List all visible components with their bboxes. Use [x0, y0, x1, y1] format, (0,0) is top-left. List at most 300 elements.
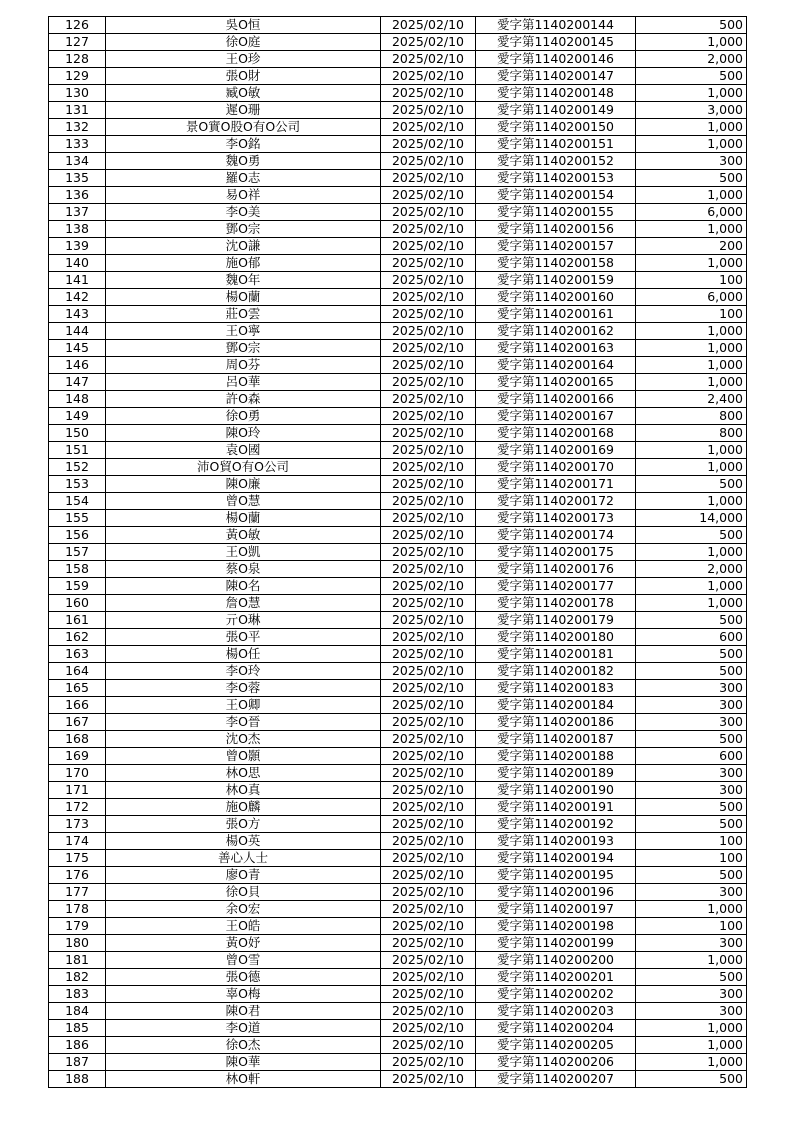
receipt-number: 愛字第1140200146 — [476, 51, 636, 68]
row-number: 178 — [49, 901, 106, 918]
donation-amount: 1,000 — [636, 34, 747, 51]
donor-name: 王O珍 — [106, 51, 381, 68]
table-row — [49, 629, 747, 646]
donor-name: 辜O梅 — [106, 986, 381, 1003]
row-number: 132 — [49, 119, 106, 136]
donation-date: 2025/02/10 — [381, 918, 476, 935]
donation-date: 2025/02/10 — [381, 850, 476, 867]
donation-amount: 300 — [636, 153, 747, 170]
table-row — [49, 357, 747, 374]
receipt-number: 愛字第1140200169 — [476, 442, 636, 459]
row-number: 131 — [49, 102, 106, 119]
row-number: 166 — [49, 697, 106, 714]
table-row — [49, 119, 747, 136]
row-number: 137 — [49, 204, 106, 221]
table-row — [49, 391, 747, 408]
row-number: 134 — [49, 153, 106, 170]
receipt-number: 愛字第1140200206 — [476, 1054, 636, 1071]
table-row — [49, 680, 747, 697]
table-row — [49, 136, 747, 153]
donation-date: 2025/02/10 — [381, 442, 476, 459]
receipt-number: 愛字第1140200150 — [476, 119, 636, 136]
donor-name: 李O道 — [106, 1020, 381, 1037]
donation-amount: 500 — [636, 969, 747, 986]
receipt-number: 愛字第1140200166 — [476, 391, 636, 408]
donation-date: 2025/02/10 — [381, 748, 476, 765]
donor-name: 王O寧 — [106, 323, 381, 340]
donor-name: 余O宏 — [106, 901, 381, 918]
row-number: 148 — [49, 391, 106, 408]
donation-amount: 300 — [636, 884, 747, 901]
receipt-number: 愛字第1140200203 — [476, 1003, 636, 1020]
donation-date: 2025/02/10 — [381, 459, 476, 476]
row-number: 138 — [49, 221, 106, 238]
donation-date: 2025/02/10 — [381, 34, 476, 51]
table-row — [49, 204, 747, 221]
donation-amount: 14,000 — [636, 510, 747, 527]
donor-name: 陳O華 — [106, 1054, 381, 1071]
donor-name: 沛O貿O有O公司 — [106, 459, 381, 476]
row-number: 181 — [49, 952, 106, 969]
row-number: 141 — [49, 272, 106, 289]
donation-date: 2025/02/10 — [381, 323, 476, 340]
table-row — [49, 612, 747, 629]
donation-date: 2025/02/10 — [381, 867, 476, 884]
receipt-number: 愛字第1140200190 — [476, 782, 636, 799]
donation-date: 2025/02/10 — [381, 119, 476, 136]
row-number: 136 — [49, 187, 106, 204]
donation-amount: 800 — [636, 408, 747, 425]
donor-name: 楊O任 — [106, 646, 381, 663]
receipt-number: 愛字第1140200175 — [476, 544, 636, 561]
donation-amount: 1,000 — [636, 136, 747, 153]
donation-amount: 300 — [636, 697, 747, 714]
donor-name: 黃O妤 — [106, 935, 381, 952]
donation-date: 2025/02/10 — [381, 153, 476, 170]
receipt-number: 愛字第1140200170 — [476, 459, 636, 476]
table-row — [49, 323, 747, 340]
donation-date: 2025/02/10 — [381, 680, 476, 697]
table-body — [49, 17, 747, 1088]
donor-name: 施O麟 — [106, 799, 381, 816]
receipt-number: 愛字第1140200165 — [476, 374, 636, 391]
receipt-number: 愛字第1140200197 — [476, 901, 636, 918]
donation-date: 2025/02/10 — [381, 17, 476, 34]
donor-name: 臧O敏 — [106, 85, 381, 102]
table-row — [49, 425, 747, 442]
receipt-number: 愛字第1140200204 — [476, 1020, 636, 1037]
table-row — [49, 663, 747, 680]
table-row — [49, 918, 747, 935]
receipt-number: 愛字第1140200148 — [476, 85, 636, 102]
receipt-number: 愛字第1140200191 — [476, 799, 636, 816]
table-row — [49, 1020, 747, 1037]
donor-name: 林O思 — [106, 765, 381, 782]
receipt-number: 愛字第1140200171 — [476, 476, 636, 493]
donation-amount: 300 — [636, 714, 747, 731]
donation-amount: 300 — [636, 782, 747, 799]
table-row — [49, 884, 747, 901]
row-number: 127 — [49, 34, 106, 51]
table-row — [49, 731, 747, 748]
donor-name: 王O卿 — [106, 697, 381, 714]
receipt-number: 愛字第1140200186 — [476, 714, 636, 731]
donation-date: 2025/02/10 — [381, 136, 476, 153]
row-number: 177 — [49, 884, 106, 901]
donation-date: 2025/02/10 — [381, 969, 476, 986]
receipt-number: 愛字第1140200178 — [476, 595, 636, 612]
donation-amount: 1,000 — [636, 1037, 747, 1054]
donor-name: 魏O年 — [106, 272, 381, 289]
donation-date: 2025/02/10 — [381, 901, 476, 918]
table-row — [49, 527, 747, 544]
donation-amount: 1,000 — [636, 1054, 747, 1071]
donor-name: 莊O雲 — [106, 306, 381, 323]
donation-amount: 100 — [636, 833, 747, 850]
receipt-number: 愛字第1140200156 — [476, 221, 636, 238]
donation-date: 2025/02/10 — [381, 510, 476, 527]
donation-date: 2025/02/10 — [381, 765, 476, 782]
table-row — [49, 85, 747, 102]
donation-amount: 1,000 — [636, 340, 747, 357]
donor-name: 吳O恒 — [106, 17, 381, 34]
donation-amount: 600 — [636, 629, 747, 646]
receipt-number: 愛字第1140200153 — [476, 170, 636, 187]
donation-amount: 1,000 — [636, 493, 747, 510]
table-row — [49, 1054, 747, 1071]
receipt-number: 愛字第1140200194 — [476, 850, 636, 867]
row-number: 151 — [49, 442, 106, 459]
donation-date: 2025/02/10 — [381, 306, 476, 323]
table-row — [49, 561, 747, 578]
receipt-number: 愛字第1140200173 — [476, 510, 636, 527]
row-number: 163 — [49, 646, 106, 663]
row-number: 185 — [49, 1020, 106, 1037]
donation-date: 2025/02/10 — [381, 697, 476, 714]
table-row — [49, 833, 747, 850]
table-row — [49, 170, 747, 187]
donation-date: 2025/02/10 — [381, 51, 476, 68]
donation-date: 2025/02/10 — [381, 221, 476, 238]
donation-amount: 500 — [636, 68, 747, 85]
receipt-number: 愛字第1140200183 — [476, 680, 636, 697]
table-row — [49, 153, 747, 170]
donor-name: 王O皓 — [106, 918, 381, 935]
receipt-number: 愛字第1140200179 — [476, 612, 636, 629]
row-number: 153 — [49, 476, 106, 493]
donation-date: 2025/02/10 — [381, 782, 476, 799]
donation-amount: 500 — [636, 612, 747, 629]
donation-amount: 500 — [636, 1071, 747, 1088]
row-number: 169 — [49, 748, 106, 765]
table-row — [49, 697, 747, 714]
row-number: 162 — [49, 629, 106, 646]
table-row — [49, 476, 747, 493]
donation-amount: 1,000 — [636, 119, 747, 136]
table-row — [49, 442, 747, 459]
donation-date: 2025/02/10 — [381, 578, 476, 595]
table-row — [49, 51, 747, 68]
table-row — [49, 34, 747, 51]
donor-name: 楊O蘭 — [106, 289, 381, 306]
donation-date: 2025/02/10 — [381, 595, 476, 612]
donation-amount: 1,000 — [636, 357, 747, 374]
donor-name: 張O德 — [106, 969, 381, 986]
donation-amount: 1,000 — [636, 374, 747, 391]
row-number: 128 — [49, 51, 106, 68]
donor-name: 張O方 — [106, 816, 381, 833]
donor-name: 陳O廉 — [106, 476, 381, 493]
donation-amount: 1,000 — [636, 595, 747, 612]
row-number: 139 — [49, 238, 106, 255]
row-number: 146 — [49, 357, 106, 374]
receipt-number: 愛字第1140200198 — [476, 918, 636, 935]
table-row — [49, 255, 747, 272]
table-row — [49, 714, 747, 731]
donation-date: 2025/02/10 — [381, 527, 476, 544]
table-row — [49, 272, 747, 289]
donation-amount: 300 — [636, 765, 747, 782]
donor-name: 亓O琳 — [106, 612, 381, 629]
receipt-number: 愛字第1140200188 — [476, 748, 636, 765]
donor-name: 林O真 — [106, 782, 381, 799]
donation-amount: 1,000 — [636, 459, 747, 476]
donation-date: 2025/02/10 — [381, 884, 476, 901]
donation-date: 2025/02/10 — [381, 799, 476, 816]
row-number: 184 — [49, 1003, 106, 1020]
table-row — [49, 187, 747, 204]
donation-table — [48, 16, 747, 1088]
donation-date: 2025/02/10 — [381, 714, 476, 731]
receipt-number: 愛字第1140200167 — [476, 408, 636, 425]
donation-amount: 300 — [636, 986, 747, 1003]
donation-amount: 500 — [636, 731, 747, 748]
row-number: 183 — [49, 986, 106, 1003]
donation-amount: 1,000 — [636, 952, 747, 969]
table-row — [49, 969, 747, 986]
row-number: 171 — [49, 782, 106, 799]
donor-name: 林O軒 — [106, 1071, 381, 1088]
donation-amount: 1,000 — [636, 255, 747, 272]
receipt-number: 愛字第1140200182 — [476, 663, 636, 680]
table-row — [49, 238, 747, 255]
receipt-number: 愛字第1140200207 — [476, 1071, 636, 1088]
donor-name: 楊O蘭 — [106, 510, 381, 527]
donation-amount: 2,400 — [636, 391, 747, 408]
table-row — [49, 901, 747, 918]
receipt-number: 愛字第1140200199 — [476, 935, 636, 952]
donor-name: 周O芬 — [106, 357, 381, 374]
receipt-number: 愛字第1140200196 — [476, 884, 636, 901]
table-row — [49, 221, 747, 238]
donor-name: 景O實O股O有O公司 — [106, 119, 381, 136]
donation-date: 2025/02/10 — [381, 340, 476, 357]
row-number: 140 — [49, 255, 106, 272]
table-row — [49, 782, 747, 799]
donation-amount: 100 — [636, 850, 747, 867]
donor-name: 陳O玲 — [106, 425, 381, 442]
table-row — [49, 1071, 747, 1088]
receipt-number: 愛字第1140200161 — [476, 306, 636, 323]
donation-amount: 500 — [636, 867, 747, 884]
receipt-number: 愛字第1140200158 — [476, 255, 636, 272]
donation-amount: 1,000 — [636, 901, 747, 918]
row-number: 180 — [49, 935, 106, 952]
row-number: 160 — [49, 595, 106, 612]
row-number: 143 — [49, 306, 106, 323]
row-number: 142 — [49, 289, 106, 306]
donation-date: 2025/02/10 — [381, 85, 476, 102]
table-row — [49, 289, 747, 306]
table-row — [49, 459, 747, 476]
donation-date: 2025/02/10 — [381, 561, 476, 578]
donation-date: 2025/02/10 — [381, 357, 476, 374]
donor-name: 鄧O宗 — [106, 340, 381, 357]
row-number: 174 — [49, 833, 106, 850]
donor-name: 善心人士 — [106, 850, 381, 867]
table-row — [49, 850, 747, 867]
donation-date: 2025/02/10 — [381, 1054, 476, 1071]
row-number: 147 — [49, 374, 106, 391]
donor-name: 陳O名 — [106, 578, 381, 595]
donation-amount: 6,000 — [636, 204, 747, 221]
donation-date: 2025/02/10 — [381, 204, 476, 221]
donation-amount: 1,000 — [636, 187, 747, 204]
donor-name: 詹O慧 — [106, 595, 381, 612]
donation-date: 2025/02/10 — [381, 289, 476, 306]
row-number: 176 — [49, 867, 106, 884]
receipt-number: 愛字第1140200174 — [476, 527, 636, 544]
row-number: 129 — [49, 68, 106, 85]
table-row — [49, 986, 747, 1003]
donor-name: 沈O杰 — [106, 731, 381, 748]
donor-name: 李O銘 — [106, 136, 381, 153]
donor-name: 施O郁 — [106, 255, 381, 272]
receipt-number: 愛字第1140200152 — [476, 153, 636, 170]
receipt-number: 愛字第1140200181 — [476, 646, 636, 663]
row-number: 167 — [49, 714, 106, 731]
donation-amount: 500 — [636, 170, 747, 187]
donation-date: 2025/02/10 — [381, 493, 476, 510]
receipt-number: 愛字第1140200176 — [476, 561, 636, 578]
receipt-number: 愛字第1140200187 — [476, 731, 636, 748]
receipt-number: 愛字第1140200193 — [476, 833, 636, 850]
receipt-number: 愛字第1140200154 — [476, 187, 636, 204]
receipt-number: 愛字第1140200149 — [476, 102, 636, 119]
row-number: 170 — [49, 765, 106, 782]
receipt-number: 愛字第1140200144 — [476, 17, 636, 34]
row-number: 158 — [49, 561, 106, 578]
donation-date: 2025/02/10 — [381, 187, 476, 204]
donation-date: 2025/02/10 — [381, 476, 476, 493]
donor-name: 黃O敏 — [106, 527, 381, 544]
donation-amount: 500 — [636, 646, 747, 663]
donation-amount: 600 — [636, 748, 747, 765]
donation-amount: 500 — [636, 816, 747, 833]
receipt-number: 愛字第1140200177 — [476, 578, 636, 595]
donation-date: 2025/02/10 — [381, 68, 476, 85]
donation-amount: 1,000 — [636, 323, 747, 340]
receipt-number: 愛字第1140200163 — [476, 340, 636, 357]
donation-date: 2025/02/10 — [381, 629, 476, 646]
row-number: 161 — [49, 612, 106, 629]
donor-name: 遲O珊 — [106, 102, 381, 119]
donor-name: 張O財 — [106, 68, 381, 85]
donor-name: 蔡O泉 — [106, 561, 381, 578]
donor-name: 楊O英 — [106, 833, 381, 850]
row-number: 145 — [49, 340, 106, 357]
donation-amount: 300 — [636, 1003, 747, 1020]
donation-amount: 1,000 — [636, 442, 747, 459]
row-number: 152 — [49, 459, 106, 476]
donation-date: 2025/02/10 — [381, 391, 476, 408]
donor-name: 李O美 — [106, 204, 381, 221]
donor-name: 陳O君 — [106, 1003, 381, 1020]
table-row — [49, 510, 747, 527]
donation-amount: 3,000 — [636, 102, 747, 119]
donation-date: 2025/02/10 — [381, 816, 476, 833]
donation-date: 2025/02/10 — [381, 1020, 476, 1037]
row-number: 187 — [49, 1054, 106, 1071]
donation-date: 2025/02/10 — [381, 731, 476, 748]
donation-date: 2025/02/10 — [381, 935, 476, 952]
donation-amount: 500 — [636, 17, 747, 34]
table-row — [49, 544, 747, 561]
donation-date: 2025/02/10 — [381, 1071, 476, 1088]
donation-amount: 300 — [636, 680, 747, 697]
donation-date: 2025/02/10 — [381, 833, 476, 850]
donation-date: 2025/02/10 — [381, 255, 476, 272]
receipt-number: 愛字第1140200159 — [476, 272, 636, 289]
receipt-number: 愛字第1140200192 — [476, 816, 636, 833]
receipt-number: 愛字第1140200145 — [476, 34, 636, 51]
receipt-number: 愛字第1140200172 — [476, 493, 636, 510]
row-number: 179 — [49, 918, 106, 935]
donation-amount: 300 — [636, 935, 747, 952]
table-row — [49, 748, 747, 765]
donor-name: 沈O謙 — [106, 238, 381, 255]
donor-name: 羅O志 — [106, 170, 381, 187]
donation-amount: 800 — [636, 425, 747, 442]
donation-amount: 500 — [636, 527, 747, 544]
donor-name: 徐O貝 — [106, 884, 381, 901]
receipt-number: 愛字第1140200162 — [476, 323, 636, 340]
donation-date: 2025/02/10 — [381, 612, 476, 629]
table-row — [49, 799, 747, 816]
row-number: 133 — [49, 136, 106, 153]
row-number: 149 — [49, 408, 106, 425]
row-number: 175 — [49, 850, 106, 867]
receipt-number: 愛字第1140200168 — [476, 425, 636, 442]
row-number: 157 — [49, 544, 106, 561]
row-number: 168 — [49, 731, 106, 748]
row-number: 182 — [49, 969, 106, 986]
donor-name: 張O平 — [106, 629, 381, 646]
table-row — [49, 17, 747, 34]
donation-amount: 2,000 — [636, 561, 747, 578]
donation-date: 2025/02/10 — [381, 408, 476, 425]
row-number: 126 — [49, 17, 106, 34]
table-row — [49, 816, 747, 833]
row-number: 156 — [49, 527, 106, 544]
row-number: 186 — [49, 1037, 106, 1054]
row-number: 164 — [49, 663, 106, 680]
table-row — [49, 493, 747, 510]
donation-amount: 100 — [636, 306, 747, 323]
table-row — [49, 68, 747, 85]
row-number: 188 — [49, 1071, 106, 1088]
table-row — [49, 374, 747, 391]
